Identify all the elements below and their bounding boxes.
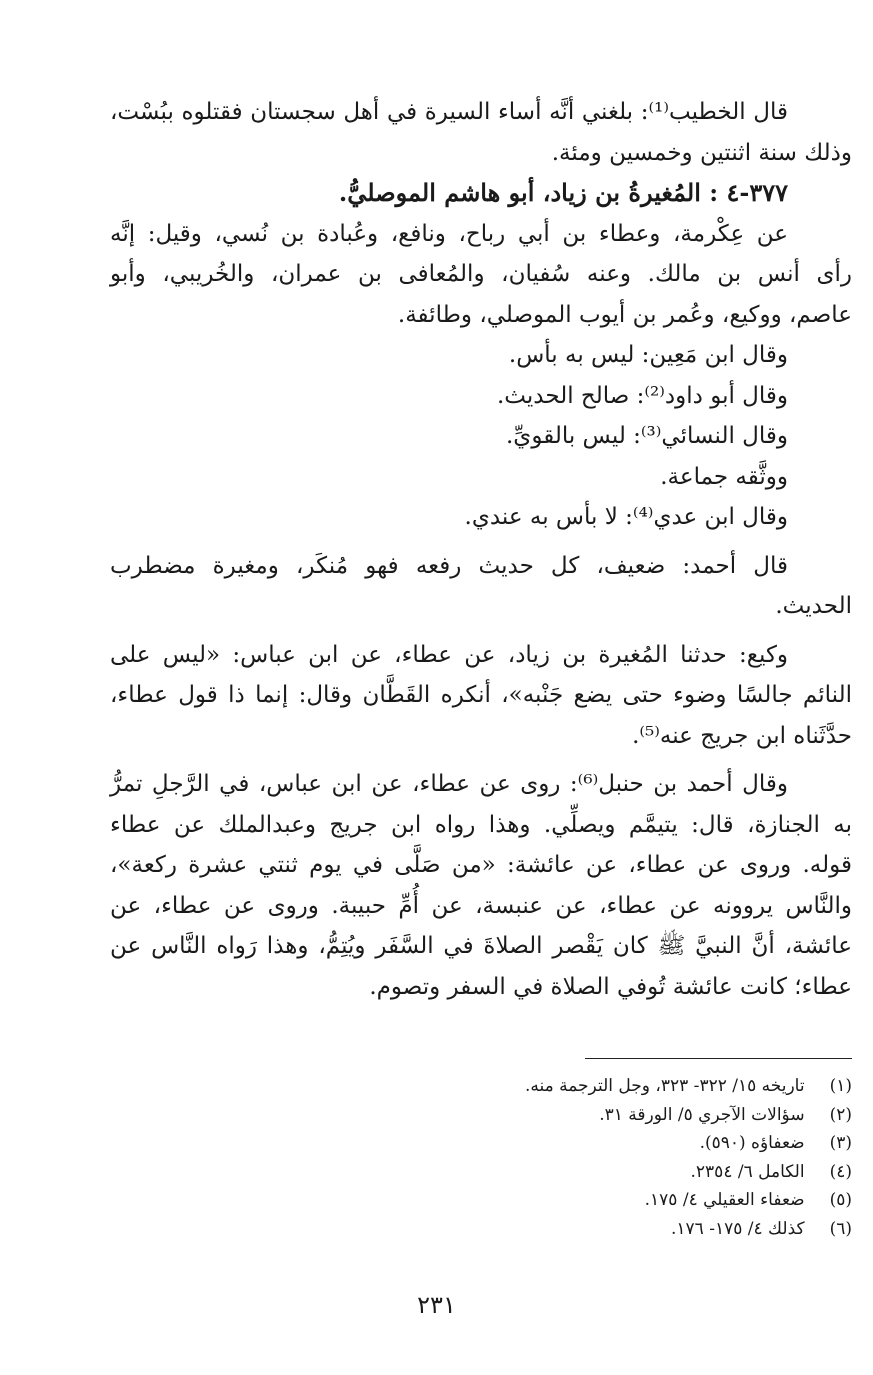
footnote-text: تاريخه ١٥/ ٣٢٢- ٣٢٣، وجل الترجمة منه. [524,1076,805,1096]
footnote-1 [110,1072,852,1101]
footnote-6 [110,1215,852,1244]
text-line: وقال أحمد بن حنبل⁽⁶⁾: روى عن عطاء، عن ابن عباس، في الرَّجلِ تمرُّ [110,771,788,797]
text-line: ووثَّقه جماعة. [660,463,788,490]
text-line: وكيع: حدثنا المُغيرة بن زياد، عن عطاء، عن ابن عباس: «ليس على [110,641,788,668]
text-line: وذلك سنة اثنتين وخمسين ومئة. [551,139,852,166]
footnote-text: ضعفاؤه (٥٩٠). [699,1133,805,1153]
text-line: قال أحمد: ضعيف، كل حديث رفعه فهو مُنكَر، ومغيرة مضطرب [110,552,788,579]
footnote-text: ضعفاء العقيلي ٤/ ١٧٥. [644,1190,805,1210]
text-line: الحديث. [775,593,852,619]
footnote-number: (٣) [829,1133,852,1153]
footnote-number: (٢) [829,1104,852,1125]
footnote-number: (١) [829,1076,852,1096]
entry-heading: ٣٧٧-٤ : المُغيرةُ بن زياد، أبو هاشم الموصليُّ. [338,178,788,207]
text-line: به الجنازة، قال: يتيمَّم ويصلِّي. وهذا رواه ابن جريج وعبدالملك عن عطاء [110,811,852,838]
footnote-text: الكامل ٦/ ٢٣٥٤. [690,1161,805,1182]
text-line: حدَّثَناه ابن جريج عنه⁽⁵⁾. [632,722,852,749]
footnotes [110,1072,852,1243]
page-number: ٢٣١ [417,1291,456,1319]
text-line: عن عِكْرمة، وعطاء بن أبي رباح، ونافع، وعُبادة بن نُسي، وقيل: إنَّه [110,220,788,247]
text-line: عائشة، أنَّ النبيَّ ﷺ كان يَقْصر الصلاةَ في السَّفَر ويُتِمُّ، وهذا رَواه النَّاس عن [110,933,852,959]
text-line: والنَّاس يروونه عن عطاء، عن عنبسة، عن أُمِّ حبيبة. وروى عن عطاء، عن [110,892,852,919]
text-line: عطاء؛ كانت عائشة تُوفي الصلاة في السفر وتصوم. [369,973,852,1000]
footnote-text: سؤالات الآجري ٥/ الورقة ٣١. [599,1104,805,1125]
footnote-5 [110,1186,852,1215]
footnote-divider [585,1058,852,1059]
text-line: قوله. وروى عن عطاء، عن عائشة: «من صَلَّى في يوم ثنتي عشرة ركعة»، [110,852,852,878]
text-line: رأى أنس بن مالك. وعنه سُفيان، والمُعافى بن عمران، والخُريبي، وأبو [110,261,852,287]
footnote-number: (٦) [829,1218,852,1239]
footnote-4 [110,1158,852,1187]
text-line: وقال النسائي⁽³⁾: ليس بالقويِّ. [506,423,788,449]
footnote-text: كذلك ٤/ ١٧٥- ١٧٦. [671,1218,805,1239]
footnote-3 [110,1129,852,1158]
text-line: وقال ابن عدي⁽⁴⁾: لا بأس به عندي. [464,504,788,530]
text-line: عاصم، ووكيع، وعُمر بن أيوب الموصلي، وطائفة. [397,301,852,328]
footnote-number: (٤) [829,1161,852,1182]
main-text [110,92,852,1007]
text-line: النائم جالسًا وضوء حتى يضع جَنْبه»، أنكره القَطَّان وقال: إنما ذا قول عطاء، [110,682,852,708]
text-line: وقال ابن مَعِين: ليس به بأس. [508,342,788,368]
text-line: وقال أبو داود⁽²⁾: صالح الحديث. [496,382,788,409]
footnote-number: (٥) [829,1190,852,1210]
footnote-2 [110,1101,852,1130]
text-line: قال الخطيب⁽¹⁾: بلغني أنَّه أساء السيرة في أهل سجستان فقتلوه ببُسْت، [110,99,788,125]
